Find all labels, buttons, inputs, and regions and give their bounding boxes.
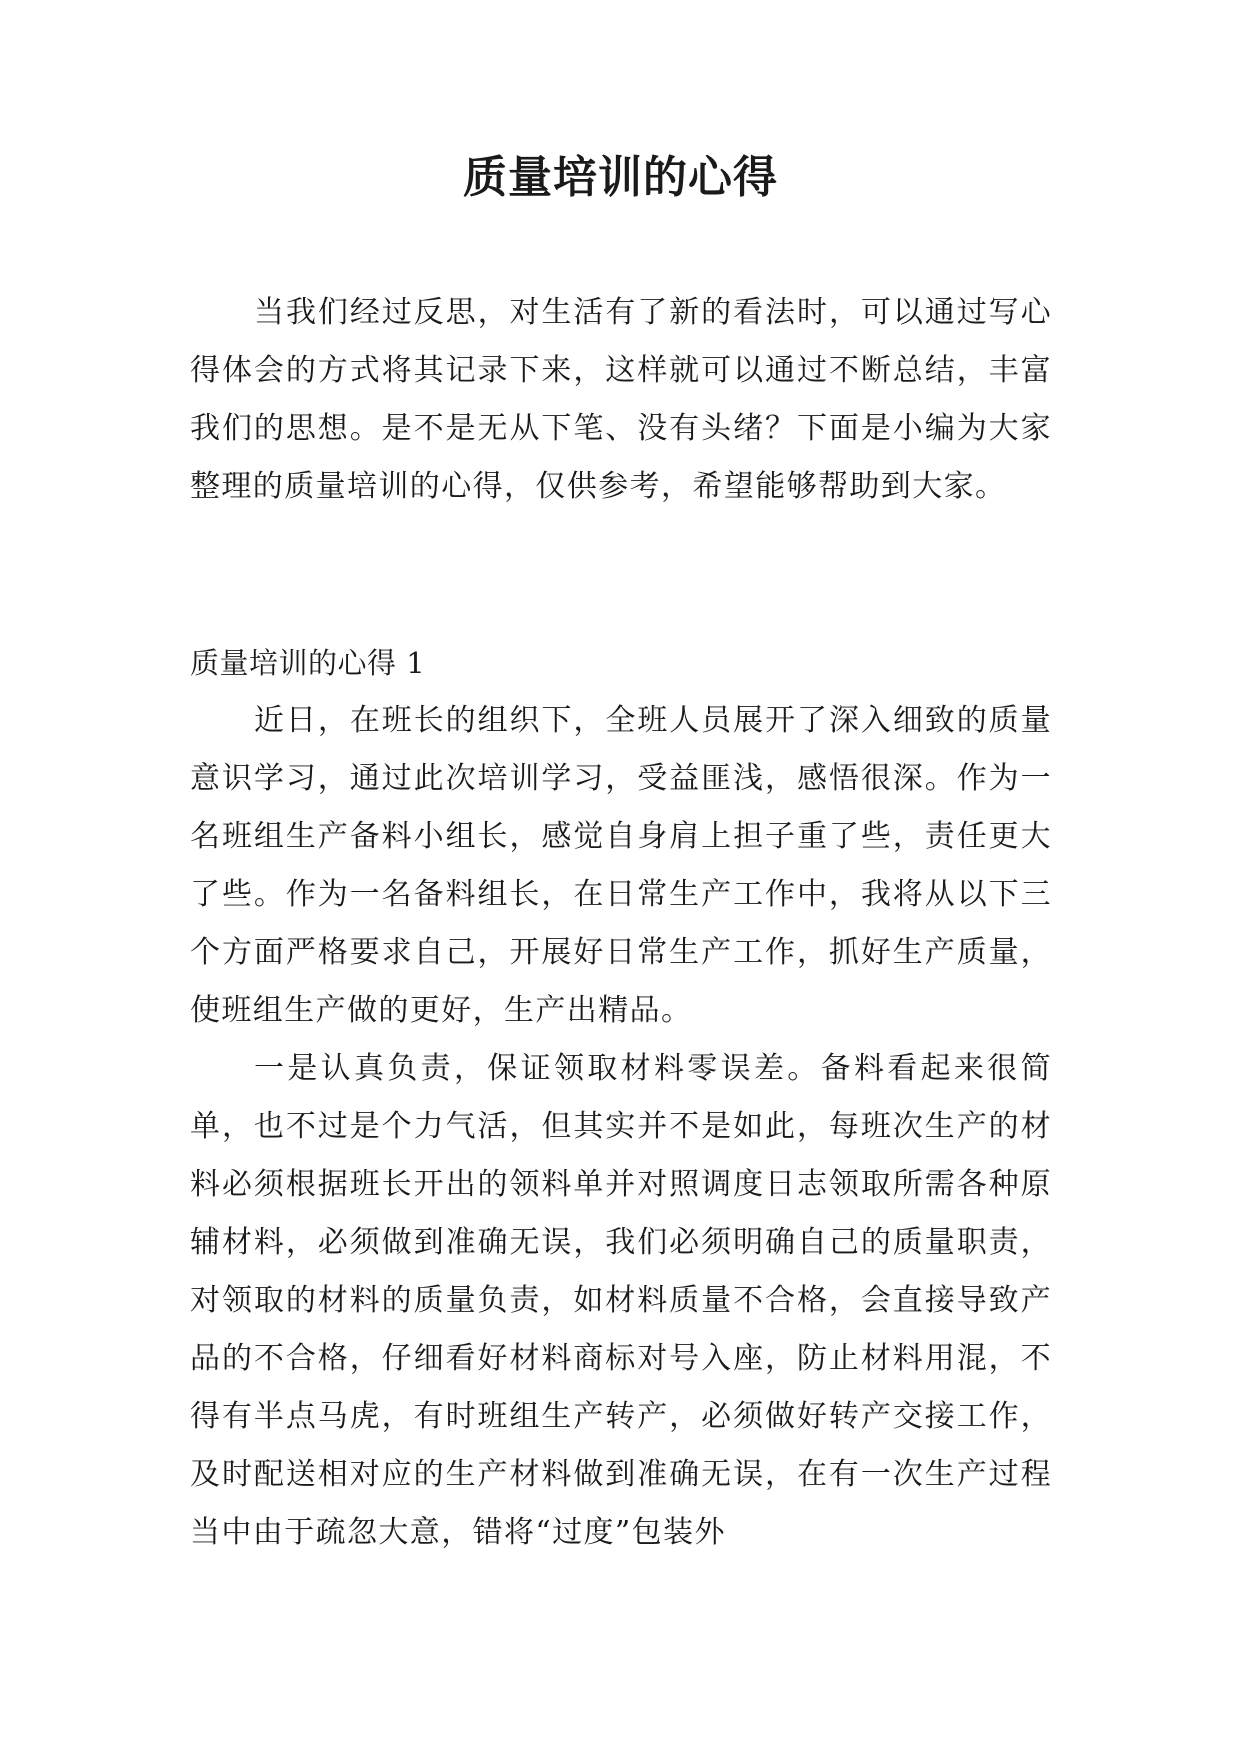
document-title: 质量培训的心得 [463, 152, 778, 203]
intro-paragraph: 当我们经过反思，对生活有了新的看法时，可以通过写心得体会的方式将其记录下来，这样就可以通过不断总结，丰富我们的思想。是不是无从下笔、没有头绪？下面是小编为大家整理的质量培训的心得，仅供参考，希望能够帮助到大家。 [190, 295, 1052, 504]
section-paragraph: 近日，在班长的组织下，全班人员展开了深入细致的质量意识学习，通过此次培训学习，受益匪浅，感悟很深。作为一名班组生产备料小组长，感觉自身肩上担子重了些，责任更大了些。作为一名备料组长，在日常生产工作中，我将从以下三个方面严格要求自己，开展好日常生产工作，抓好生产质量，使班组生产做的更好，生产出精品。 [190, 703, 1052, 1028]
section-heading: 质量培训的心得 1 [190, 646, 426, 680]
section-paragraph: 一是认真负责，保证领取材料零误差。备料看起来很简单，也不过是个力气活，但其实并不是如此，每班次生产的材料必须根据班长开出的领料单并对照调度日志领取所需各种原辅材料，必须做到准确无误，我们必须明确自己的质量职责，对领取的材料的质量负责，如材料质量不合格，会直接导致产品的不合格，仔细看好材料商标对号入座，防止材料用混，不得有半点马虎，有时班组生产转产，必须做好转产交接工作，及时配送相对应的生产材料做到准确无误，在有一次生产过程当中由于疏忽大意，错将“过度”包装外 [190, 1051, 1052, 1550]
